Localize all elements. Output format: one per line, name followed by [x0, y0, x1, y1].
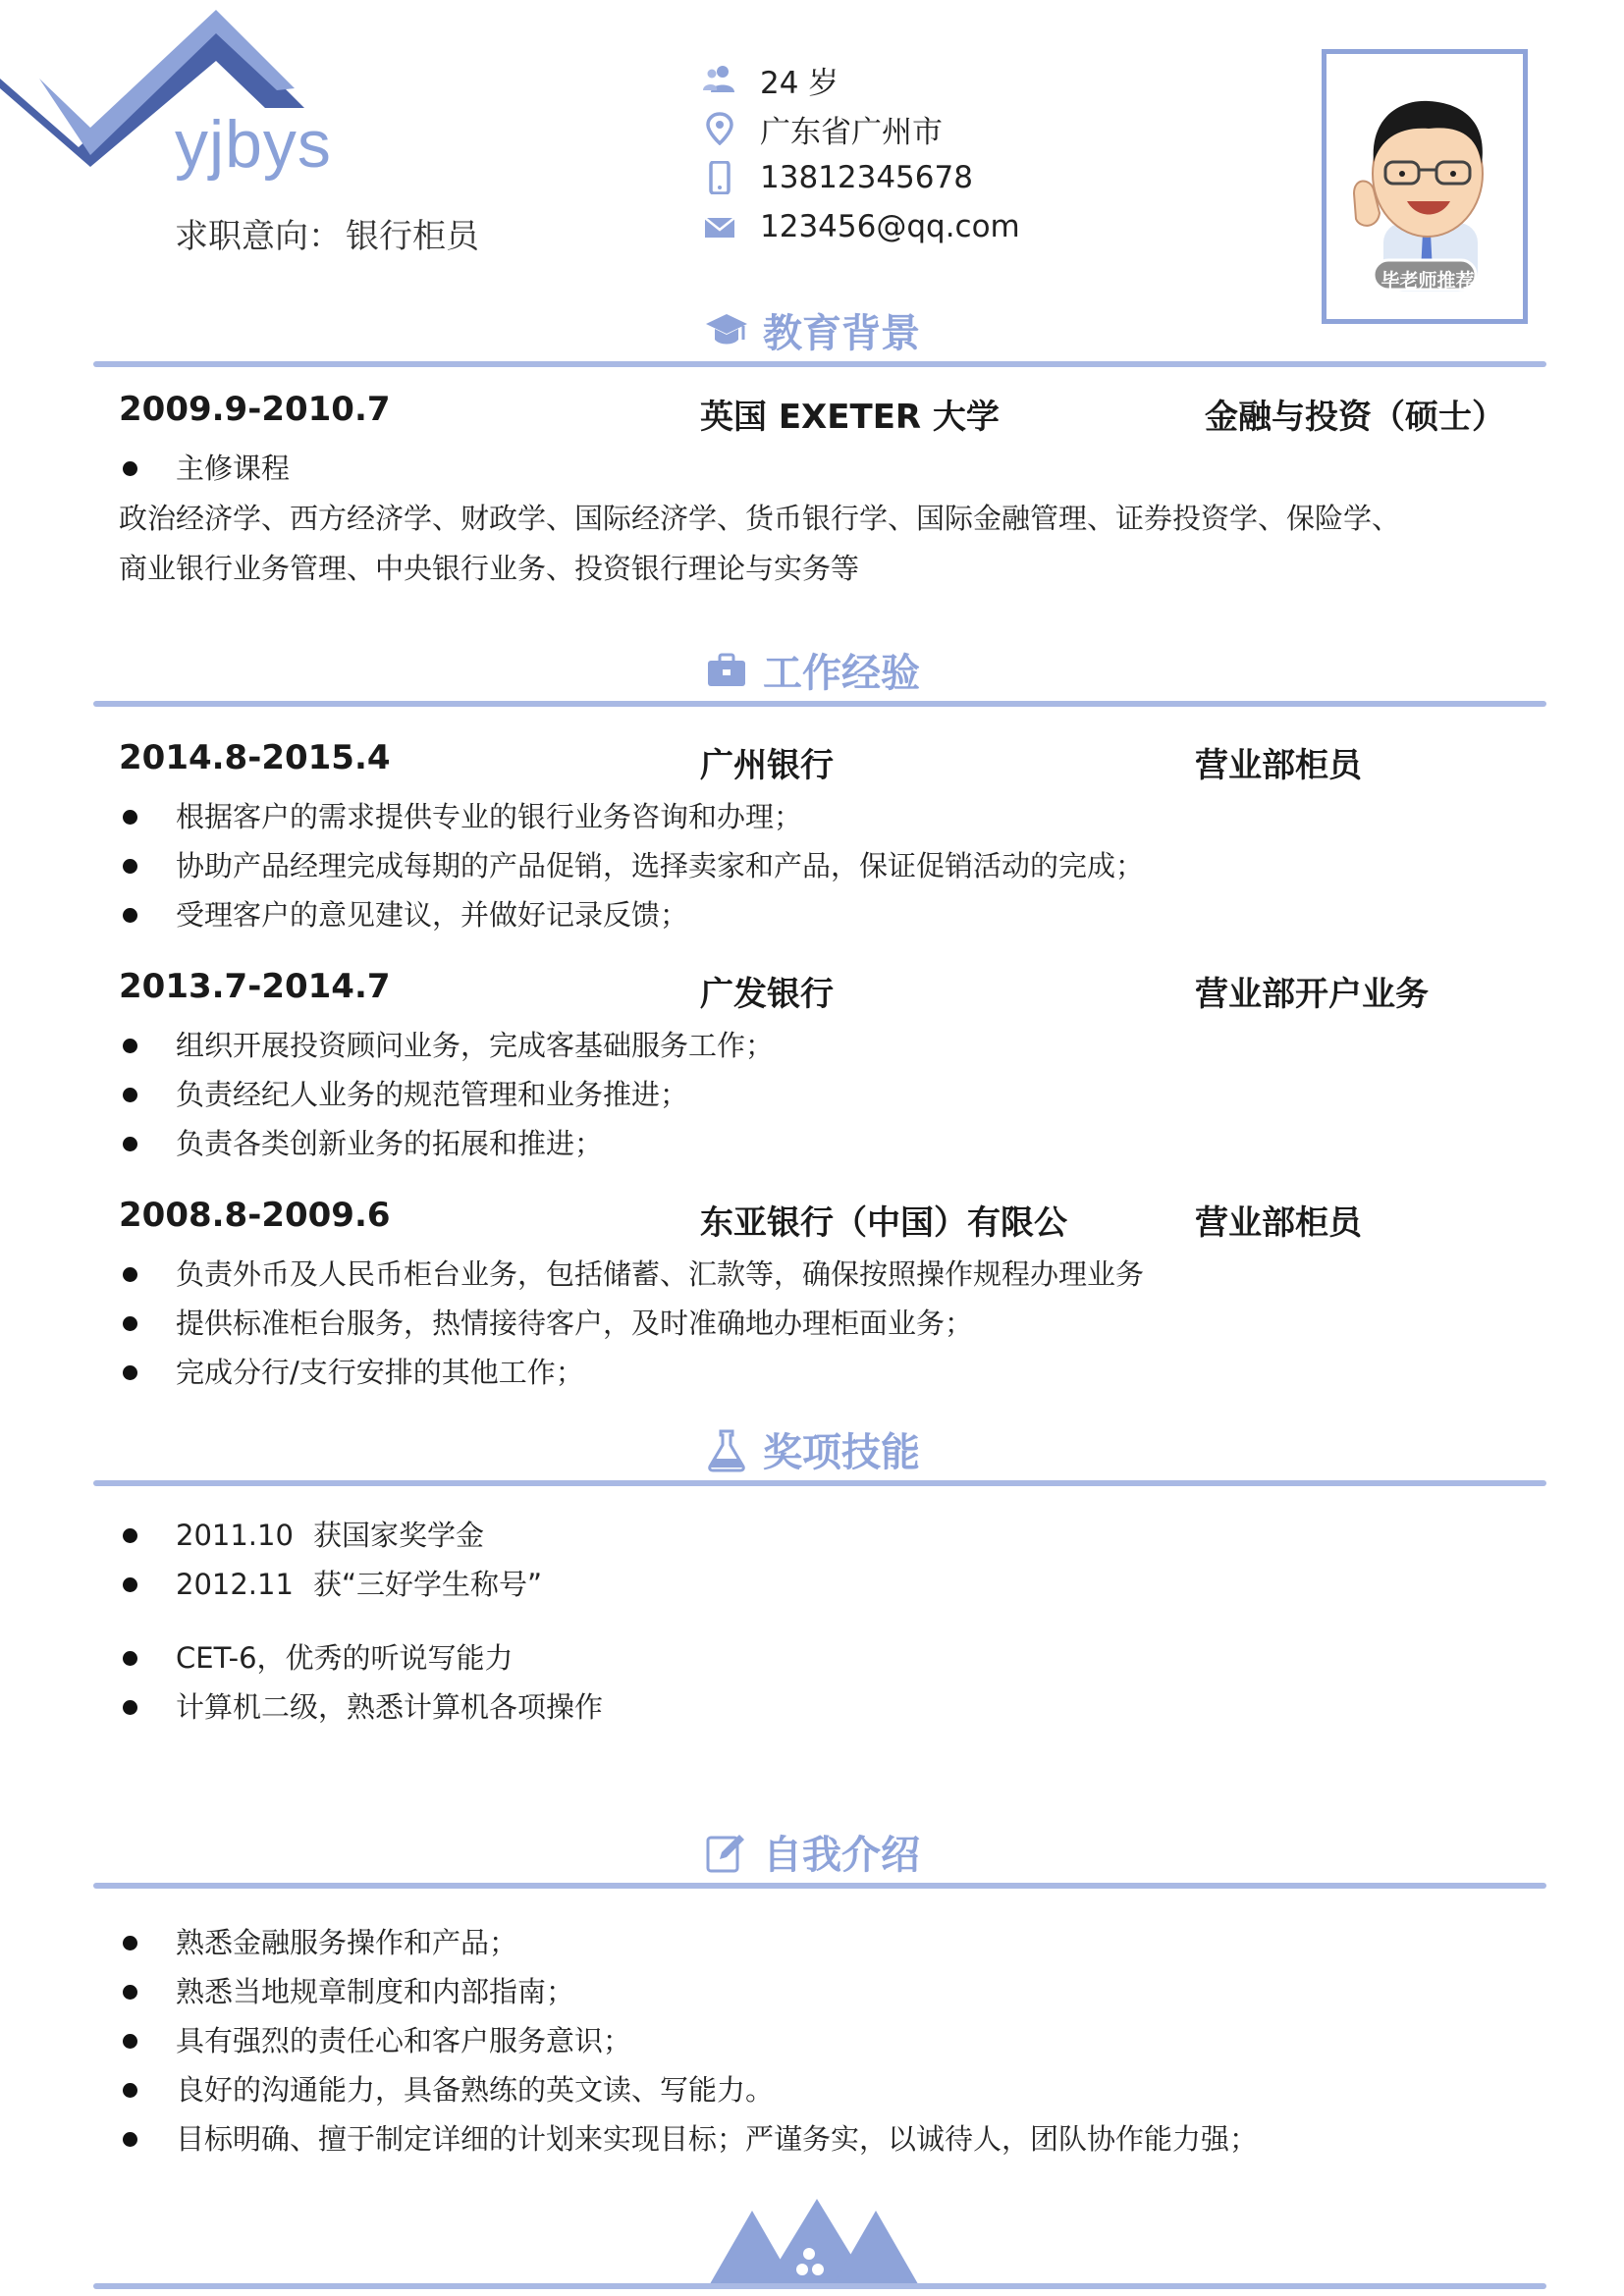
section-title-work: 工作经验 — [0, 642, 1624, 698]
list-item — [119, 447, 290, 487]
list-item: 负责外币及人民币柜台业务，包括储蓄、汇款等，确保按照操作规程办理业务 — [119, 1253, 1144, 1293]
work-role: 营业部柜员 — [1195, 746, 1362, 785]
photo-badge: 毕老师推荐 — [1380, 270, 1475, 292]
section-divider — [93, 701, 1546, 707]
list-item: 根据客户的需求提供专业的银行业务咨询和办理； — [119, 795, 802, 835]
footer-divider — [93, 2283, 1546, 2289]
list-item: 受理客户的意见建议，并做好记录反馈； — [119, 893, 688, 934]
work-role: 营业部柜员 — [1195, 1203, 1362, 1243]
courses-line: 商业银行业务管理、中央银行业务、投资银行理论与实务等 — [119, 552, 860, 585]
contact-email: 123456@qq.com — [703, 202, 1020, 251]
section-divider — [93, 361, 1546, 367]
list-item: 提供标准柜台服务，热情接待客户，及时准确地办理柜面业务； — [119, 1302, 973, 1342]
list-item: 负责各类创新业务的拓展和推进； — [119, 1122, 603, 1162]
job-intent-label: 求职意向： — [175, 217, 342, 256]
award-date: 2012.11 — [176, 1568, 294, 1601]
list-item — [119, 1563, 542, 1603]
work-company: 东亚银行（中国）有限公 — [700, 1203, 1067, 1243]
graduation-cap-icon — [704, 308, 749, 353]
work-role: 营业部开户业务 — [1195, 975, 1429, 1014]
education-major: 金融与投资（硕士） — [1205, 398, 1505, 437]
list-item — [119, 1514, 484, 1554]
contact-phone: 13812345678 — [703, 153, 1020, 202]
award-date: 2011.10 — [176, 1519, 294, 1552]
courses-line: 政治经济学、西方经济学、财政学、国际经济学、货币银行学、国际金融管理、证券投资学、保险学、 — [119, 502, 1401, 535]
list-item: 具有强烈的责任心和客户服务意识； — [119, 2019, 631, 2059]
contact-age: 24 岁 — [703, 55, 1020, 104]
list-item: 完成分行/支行安排的其他工作； — [119, 1351, 584, 1391]
list-item: CET-6，优秀的听说写能力 — [119, 1636, 514, 1677]
award-text: 获国家奖学金 — [313, 1519, 485, 1552]
contact-info — [703, 55, 1020, 251]
work-period: 2014.8-2015.4 — [119, 738, 391, 777]
mail-icon — [703, 210, 736, 243]
section-title-education: 教育背景 — [0, 302, 1624, 358]
job-intent — [175, 209, 479, 257]
section-divider — [93, 1480, 1546, 1486]
phone-icon — [703, 161, 736, 194]
section-title-intro: 自我介绍 — [0, 1824, 1624, 1880]
edit-icon — [704, 1830, 749, 1875]
contact-location: 广东省广州市 — [703, 104, 1020, 153]
users-icon — [703, 63, 736, 96]
list-item: 良好的沟通能力，具备熟练的英文读、写能力。 — [119, 2068, 774, 2109]
job-intent-value: 银行柜员 — [346, 217, 479, 256]
education-period: 2009.9-2010.7 — [119, 390, 391, 429]
work-company: 广发银行 — [700, 975, 834, 1014]
section-title-awards: 奖项技能 — [0, 1421, 1624, 1477]
flask-icon — [704, 1427, 749, 1472]
list-item: 组织开展投资顾问业务，完成客基础服务工作； — [119, 1024, 774, 1064]
candidate-name: yjbys — [175, 107, 332, 182]
map-pin-icon — [703, 112, 736, 145]
work-company: 广州银行 — [700, 746, 834, 785]
work-period: 2008.8-2009.6 — [119, 1196, 391, 1235]
briefcase-icon — [704, 648, 749, 693]
work-period: 2013.7-2014.7 — [119, 967, 391, 1006]
footer-mountains — [707, 2199, 923, 2289]
list-item: 计算机二级，熟悉计算机各项操作 — [119, 1685, 603, 1726]
courses-label: 主修课程 — [176, 452, 291, 485]
list-item: 目标明确、擅于制定详细的计划来实现目标；严谨务实，以诚待人，团队协作能力强； — [119, 2117, 1258, 2158]
education-school: 英国 EXETER 大学 — [700, 398, 1000, 437]
list-item: 熟悉金融服务操作和产品； — [119, 1921, 517, 1961]
award-text: 获“三好学生称号” — [313, 1568, 543, 1601]
list-item: 熟悉当地规章制度和内部指南； — [119, 1970, 574, 2010]
section-divider — [93, 1883, 1546, 1889]
list-item: 负责经纪人业务的规范管理和业务推进； — [119, 1073, 688, 1113]
list-item: 协助产品经理完成每期的产品促销，选择卖家和产品，保证促销活动的完成； — [119, 844, 1144, 884]
profile-photo — [1322, 49, 1528, 324]
